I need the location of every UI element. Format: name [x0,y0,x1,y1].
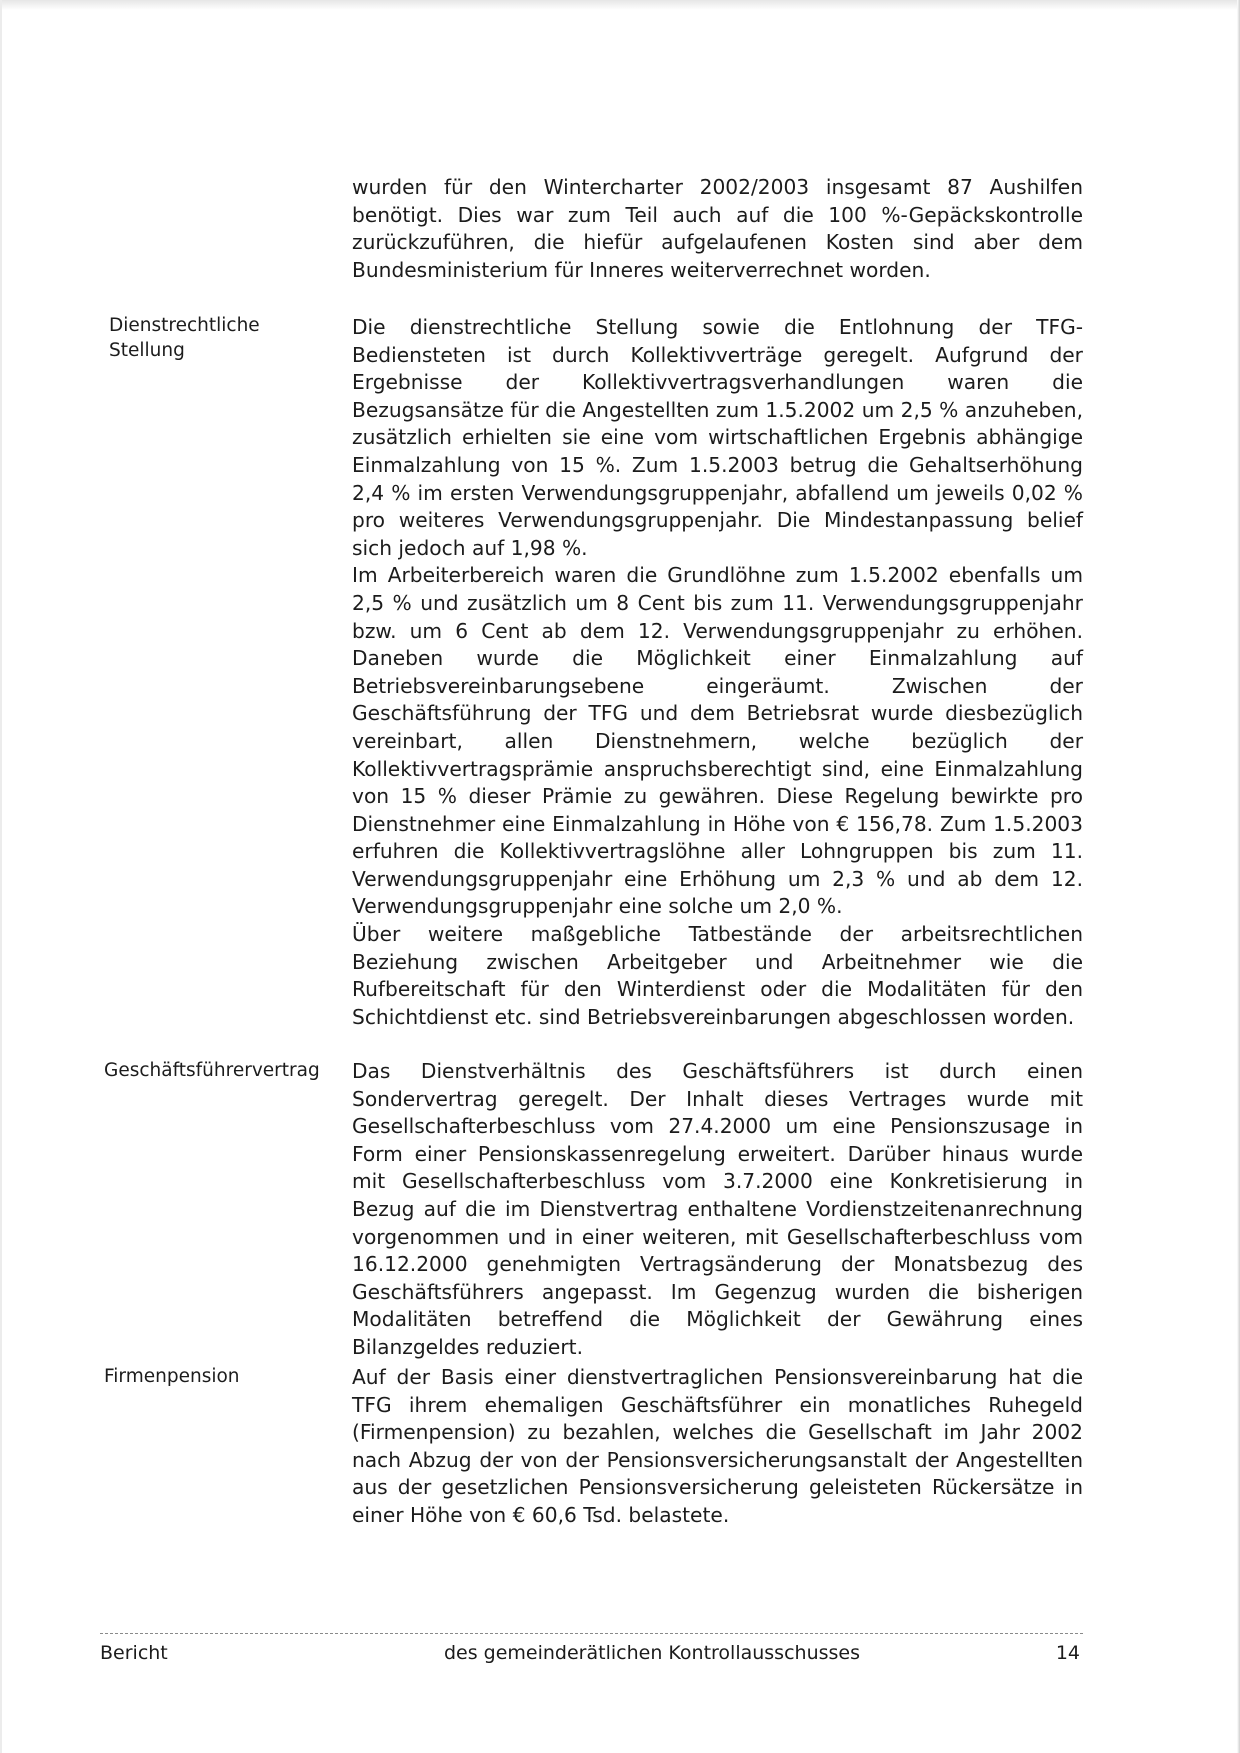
section-label-firmenpension: Firmenpension [104,1366,240,1387]
section-label-geschaeftsfuehrervertrag: Geschäftsführervertrag [104,1060,320,1081]
page-number: 14 [1055,1642,1080,1664]
paragraph: Die dienstrechtliche Stellung sowie die Entlohnung der TFG-Bediensteten ist durch Kollektivverträge geregelt. Aufgrund der Ergebnisse der Kollektivvertragsverhandlungen waren die Bezugsansätze für die Angestellten zum 1.5.2002 um 2,5 % anzuheben, zusätzlich erhielten sie eine vom wirtschaftlichen Ergebnis abhängige Einmalzahlung von 15 %. Zum 1.5.2003 betrug die Gehaltserhöhung 2,4 % im ersten Verwendungsgruppenjahr, abfallend um jeweils 0,02 % pro weiteres Verwendungsgruppenjahr. Die Mindestanpassung belief sich jedoch auf 1,98 %. [352,315,1083,560]
paragraph: Über weitere maßgebliche Tatbestände der arbeitsrechtlichen Beziehung zwischen Arbeitgeber und Arbeitnehmer wie die Rufbereitschaft für den Winterdienst oder die Modalitäten für den Schichtdienst etc. sind Betriebsvereinbarungen abgeschlossen worden. [352,922,1083,1029]
section-firmenpension [352,1364,1083,1530]
paragraph: Im Arbeiterbereich waren die Grundlöhne zum 1.5.2002 ebenfalls um 2,5 % und zusätzlich um 8 Cent bis zum 11. Verwendungsgruppenjahr bzw. um 6 Cent ab dem 12. Verwendungsgruppenjahr zu erhöhen. Daneben wurde die Möglichkeit einer Einmalzahlung auf Betriebsvereinbarungsebene eingeräumt. Zwischen der Geschäftsführung der TFG und dem Betriebsrat wurde diesbezüglich vereinbart, allen Dienstnehmern, welche bezüglich der Kollektivvertragsprämie anspruchsberechtigt sind, eine Einmalzahlung von 15 % dieser Prämie zu gewähren. Diese Regelung bewirkte pro Dienstnehmer eine Einmalzahlung in Höhe von € 156,78. Zum 1.5.2003 erfuhren die Kollektivvertragslöhne aller Lohngruppen bis zum 11. Verwendungsgruppenjahr eine Erhöhung um 2,3 % und ab dem 12. Verwendungsgruppenjahr eine solche um 2,0 %. [352,563,1083,919]
intro-text [352,174,1083,284]
paragraph: Das Dienstverhältnis des Geschäftsführers ist durch einen Sondervertrag geregelt. Der Inhalt dieses Vertrages wurde mit Gesellschafterbeschluss vom 27.4.2000 um eine Pensionszusage in Form einer Pensionskassenregelung erweitert. Darüber hinaus wurde mit Gesellschafterbeschluss vom 3.7.2000 eine Konkretisierung in Bezug auf die im Dienstvertrag enthaltene Vordienstzeitenanrechnung vorgenommen und in einer weiteren, mit Gesellschafterbeschluss vom 16.12.2000 genehmigten Vertragsänderung der Monatsbezug des Geschäftsführers angepasst. Im Gegenzug wurden die bisherigen Modalitäten betreffend die Möglichkeit der Gewährung eines Bilanzgeldes reduziert. [352,1059,1083,1359]
scan-edge-top [0,0,1240,10]
section-dienstrechtliche-stellung [352,314,1083,1031]
footer-title: des gemeinderätlichen Kontrollausschusses [443,1642,861,1664]
paragraph: Auf der Basis einer dienstvertraglichen Pensionsvereinbarung hat die TFG ihrem ehemaligen Geschäftsführer ein monatliches Ruhegeld (Firmenpension) zu bezahlen, welches die Gesellschaft im Jahr 2002 nach Abzug der von der Pensionsversicherungsanstalt der Angestellten aus der gesetzlichen Pensionsversicherung geleisteten Rückersätze in einer Höhe von € 60,6 Tsd. belastete. [352,1365,1083,1527]
section-label-dienstrechtliche-stellung: Dienstrechtliche Stellung [109,315,260,361]
paragraph: wurden für den Wintercharter 2002/2003 insgesamt 87 Aushilfen benötigt. Dies war zum Teil auch auf die 100 %-Gepäckskontrolle zurückzuführen, die hiefür aufgelaufenen Kosten sind aber dem Bundesministerium für Inneres weiterverrechnet worden. [352,175,1083,282]
section-geschaeftsfuehrervertrag [352,1058,1083,1362]
footer-divider [100,1633,1083,1634]
scan-edge-left [0,0,2,1753]
footer-left-text: Bericht [100,1642,168,1664]
